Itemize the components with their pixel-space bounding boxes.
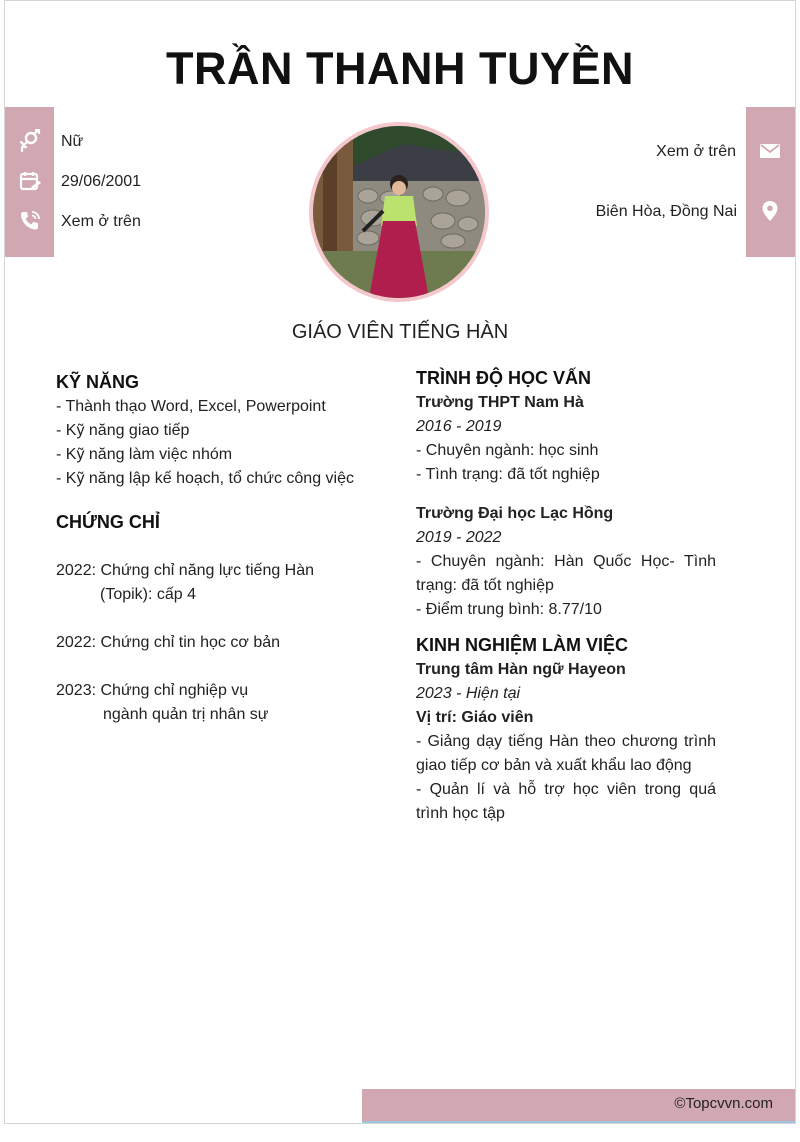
school-period: 2019 - 2022	[416, 529, 502, 546]
job-position: GIÁO VIÊN TIẾNG HÀN	[291, 321, 509, 343]
certificate-line: ngành quản trị nhân sự	[103, 706, 269, 723]
gender-value: Nữ	[61, 133, 84, 150]
school-name: Trường THPT Nam Hà	[416, 394, 584, 411]
company-name: Trung tâm Hàn ngữ Hayeon	[416, 661, 626, 678]
skills-title: KỸ NĂNG	[56, 372, 140, 392]
certificate-item	[56, 559, 376, 607]
school-detail: - Điểm trung bình: 8.77/10	[416, 601, 602, 618]
certificate-item	[56, 679, 376, 727]
experience-detail: - Giảng dạy tiếng Hàn theo chương trình giao tiếp cơ bản và xuất khẩu lao động	[416, 733, 716, 774]
mail-icon	[758, 139, 782, 163]
footer-bar	[362, 1089, 795, 1123]
footer-text: ©Topcvvn.com	[674, 1095, 773, 1112]
skill-item: - Kỹ năng làm việc nhóm	[56, 446, 233, 463]
education-entry	[416, 391, 716, 487]
skill-item: - Kỹ năng giao tiếp	[56, 422, 190, 439]
right-column	[416, 365, 716, 826]
phone-value: Xem ở trên	[61, 213, 141, 230]
left-column	[56, 369, 376, 727]
birthday-value: 29/06/2001	[61, 173, 142, 190]
left-info-band	[5, 107, 54, 257]
school-detail: - Chuyên ngành: học sinh	[416, 442, 599, 459]
school-detail: - Tình trạng: đã tốt nghiệp	[416, 466, 600, 483]
calendar-icon	[18, 169, 42, 193]
phone-icon	[18, 209, 42, 233]
experience-entry	[416, 658, 716, 826]
location-pin-icon	[758, 199, 782, 223]
certificate-line: 2023: Chứng chỉ nghiệp vụ	[56, 682, 249, 699]
gender-icon	[18, 129, 42, 153]
avatar	[309, 122, 489, 302]
certificate-line: 2022: Chứng chỉ năng lực tiếng Hàn	[56, 562, 315, 579]
education-entry	[416, 502, 716, 622]
right-info-band	[746, 107, 795, 257]
skill-item: - Thành thạo Word, Excel, Powerpoint	[56, 398, 326, 415]
education-title: TRÌNH ĐỘ HỌC VẤN	[416, 368, 591, 388]
school-name: Trường Đại học Lạc Hồng	[416, 505, 614, 522]
certificate-item	[56, 631, 376, 655]
certificate-line: (Topik): cấp 4	[100, 586, 197, 603]
school-detail: - Chuyên ngành: Hàn Quốc Học- Tình trạng: đã tốt nghiệp	[416, 553, 716, 594]
certificate-line: 2022: Chứng chỉ tin học cơ bản	[56, 634, 281, 651]
experience-period: 2023 - Hiện tại	[416, 685, 521, 702]
cv-page	[4, 0, 796, 1124]
email-value: Xem ở trên	[656, 143, 736, 160]
address-value: Biên Hòa, Đồng Nai	[595, 203, 737, 220]
experience-detail: - Quản lí và hỗ trợ học viên trong quá trình học tập	[416, 781, 716, 822]
certificates-title: CHỨNG CHỈ	[56, 512, 160, 532]
skills-list	[56, 395, 376, 491]
experience-role: Vị trí: Giáo viên	[416, 709, 534, 726]
experience-title: KINH NGHIỆM LÀM VIỆC	[416, 635, 629, 655]
skill-item: - Kỹ năng lập kế hoạch, tổ chức công việc	[56, 470, 354, 487]
school-period: 2016 - 2019	[416, 418, 502, 435]
candidate-name: TRẦN THANH TUYỀN	[166, 43, 634, 94]
